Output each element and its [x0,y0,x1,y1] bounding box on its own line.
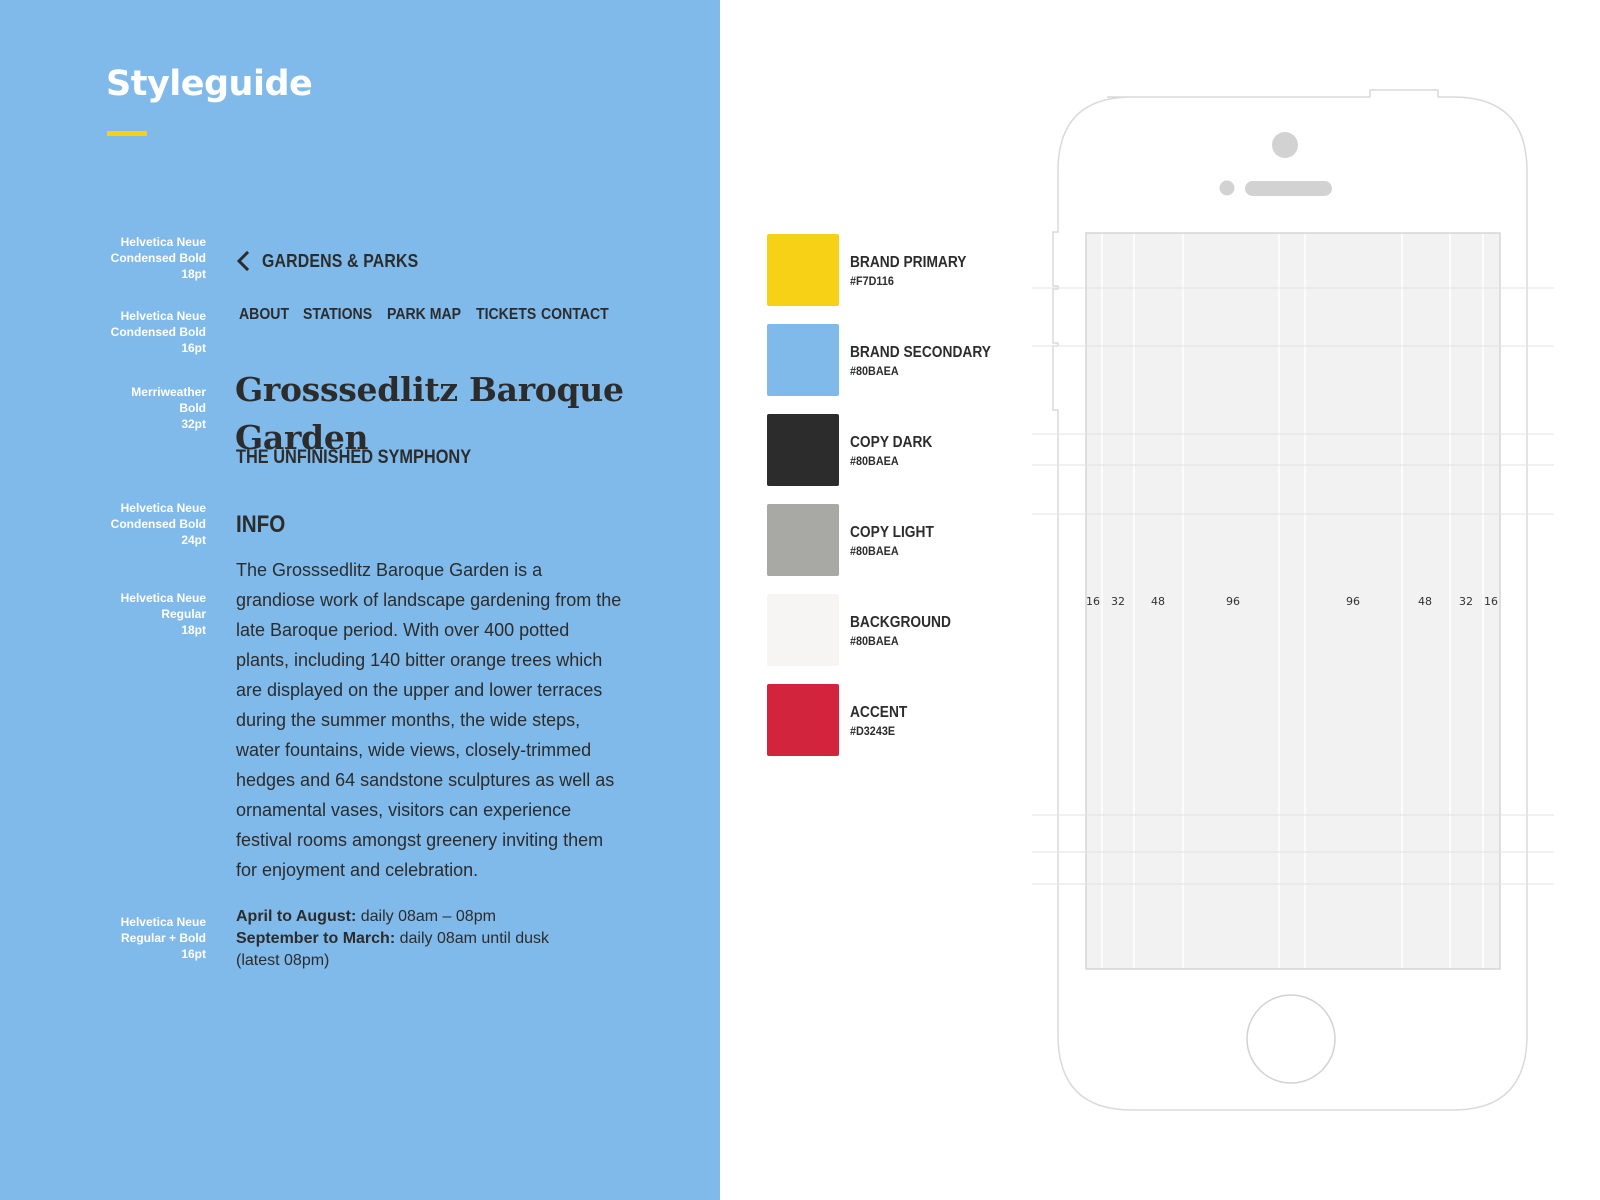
hours-note: (latest 08pm) [236,952,330,969]
font-note-weight: Condensed Bold [110,325,206,339]
page-title: Styleguide [106,64,313,104]
font-note-size: 24pt [181,533,206,547]
body-paragraph: The Grosssedlitz Baroque Garden is a grandiose work of landscape gardening from the late Baroque period. With over 400 potted plants, including 140 bitter orange trees which are displayed on the upper and lower terraces during the summer months, the wide steps, water fountains, wide views, closely-trimmed hedges and 64 sandstone sculptures as well as ornamental vases, visitors can experience festival rooms amongst greenery inviting them for enjoyment and celebration. [236,560,622,880]
hours-winter-value: daily 08am until dusk [395,930,549,947]
sensor-dot [1220,181,1235,196]
front-camera-icon [1272,132,1298,158]
swatch-name: ACCENT [850,704,908,721]
info-heading: INFO [236,511,286,538]
font-note-weight: Condensed Bold [110,251,206,265]
swatch-hex: #F7D116 [850,274,894,288]
grid-label: 96 [1346,595,1360,608]
hours-summer-label: April to August: [236,908,357,925]
swatch-hex: #80BAEA [850,634,899,648]
swatch-name: COPY LIGHT [850,524,934,541]
swatch-hex: #80BAEA [850,364,899,378]
nav-item-contact[interactable]: CONTACT [541,306,609,323]
font-note-size: 32pt [181,417,206,431]
swatch-name: BRAND PRIMARY [850,254,967,271]
grid-label: 16 [1484,595,1498,608]
nav-item-about[interactable]: ABOUT [239,306,290,323]
font-note-family: Helvetica Neue [120,309,206,323]
font-note-family: Helvetica Neue [120,235,206,249]
nav-item-park-map[interactable]: PARK MAP [387,306,462,323]
swatch-name: BACKGROUND [850,614,951,631]
font-note-weight: Regular + Bold [120,931,206,945]
font-note-family: Helvetica Neue [120,591,206,605]
grid-label: 48 [1151,595,1165,608]
grid-label: 96 [1226,595,1240,608]
font-note-family: Helvetica Neue [120,501,206,515]
swatch-hex: #D3243E [850,724,896,738]
back-link-label: GARDENS & PARKS [262,250,419,271]
swatch-hex: #80BAEA [850,454,899,468]
nav-item-stations[interactable]: STATIONS [303,306,373,323]
swatch-name: BRAND SECONDARY [850,344,991,361]
grid-label: 48 [1418,595,1432,608]
swatch-hex: #80BAEA [850,544,899,558]
font-note-weight: Condensed Bold [110,517,206,531]
font-note-weight: Bold [179,401,206,415]
font-note-family: Merriweather [131,385,206,399]
grid-label: 16 [1086,595,1100,608]
swatch-name: COPY DARK [850,434,933,451]
font-note-family: Helvetica Neue [120,915,206,929]
font-note-size: 18pt [181,623,206,637]
grid-label: 32 [1111,595,1125,608]
font-note-size: 18pt [181,267,206,281]
hours-winter-label: September to March: [236,930,396,947]
phone-screen [1086,233,1500,969]
sample-heading: Grosssedlitz Baroque Garden [235,370,624,457]
font-note-size: 16pt [181,341,206,355]
speaker-grille [1245,181,1332,196]
font-note-size: 16pt [181,947,206,961]
hours-summer-value: daily 08am – 08pm [356,908,496,925]
font-note-weight: Regular [161,607,206,621]
nav-item-tickets[interactable]: TICKETS [476,306,537,323]
grid-label: 32 [1459,595,1473,608]
sample-subtitle: THE UNFINISHED SYMPHONY [236,447,472,468]
